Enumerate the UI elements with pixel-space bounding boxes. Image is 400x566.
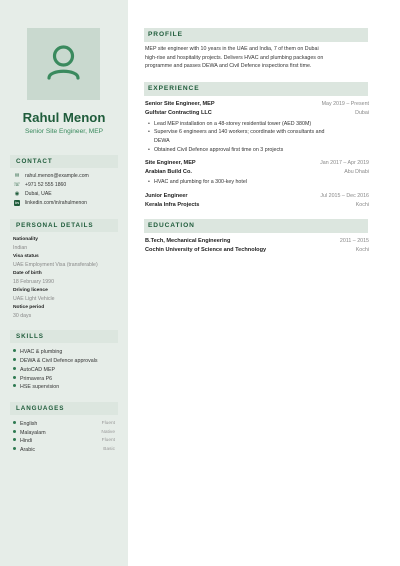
job-bullet: • Lead MEP installation on a 48-storey residential tower (AED 380M)	[148, 121, 312, 127]
language-item: English Fluent	[13, 421, 115, 427]
language-level: Basic	[103, 447, 115, 452]
contact-phone[interactable]	[13, 182, 66, 189]
job-company: Arabian Build Co.	[145, 169, 192, 175]
language-level: Fluent	[101, 421, 115, 426]
job-title: Site Engineer, MEP	[145, 160, 196, 166]
mail-icon: ✉	[14, 173, 20, 179]
personal-details-heading: PERSONAL DETAILS	[10, 219, 118, 232]
notice-period-value: 30 days	[13, 313, 32, 319]
skill-item: AutoCAD MEP	[13, 367, 55, 373]
candidate-name: Rahul Menon	[22, 110, 106, 125]
skill-item: HSE supervision	[13, 384, 59, 390]
contact-heading: CONTACT	[10, 155, 118, 168]
education-heading: EDUCATION	[144, 219, 368, 233]
person-icon	[27, 28, 100, 100]
contact-linkedin[interactable]	[13, 200, 87, 207]
contact-location-text: Dubai, UAE	[25, 191, 52, 197]
job-dates: Jan 2017 – Apr 2019	[320, 160, 369, 166]
contact-linkedin-text: linkedin.com/in/rahulmenon	[25, 200, 88, 206]
job-title: Junior Engineer	[145, 193, 188, 199]
job-dates: May 2019 – Present	[321, 101, 369, 107]
sidebar	[0, 0, 128, 566]
job-location: Kochi	[355, 202, 369, 208]
linkedin-icon: in	[15, 200, 19, 205]
job-dates: Jul 2015 – Dec 2016	[320, 193, 369, 199]
profile-heading: PROFILE	[144, 28, 368, 42]
contact-email-text: rahul.menon@example.com	[25, 173, 89, 179]
education-school: Cochin University of Science and Technology	[145, 247, 267, 253]
contact-location	[13, 191, 52, 198]
skills-heading: SKILLS	[10, 330, 118, 343]
job-location: Dubai	[355, 110, 369, 116]
avatar	[27, 28, 100, 100]
experience-heading: EXPERIENCE	[144, 82, 368, 96]
driving-licence-label: Driving licence	[13, 288, 48, 293]
notice-period-label: Notice period	[13, 305, 45, 310]
language-level: Fluent	[101, 438, 115, 443]
education-dates: 2011 – 2015	[339, 238, 369, 244]
contact-email[interactable]	[13, 173, 89, 180]
main-content	[128, 0, 400, 566]
language-item: Hindi Fluent	[13, 438, 115, 444]
language-item: Malayalam Native	[13, 430, 115, 436]
job-location: Abu Dhabi	[344, 169, 369, 175]
visa-status-value: UAE Employment Visa (transferable)	[13, 262, 98, 268]
driving-licence-value: UAE Light Vehicle	[13, 296, 55, 302]
job-company: Kerala Infra Projects	[145, 202, 200, 208]
skill-item: Primavera P6	[13, 376, 52, 382]
education-degree: B.Tech, Mechanical Engineering	[145, 238, 231, 244]
job-bullet: • Obtained Civil Defence approval first time on 3 projects	[148, 147, 284, 153]
skill-item: HVAC & plumbing	[13, 349, 62, 355]
location-icon: ◉	[14, 191, 20, 197]
contact-phone-text: +971 52 555 1860	[25, 182, 67, 188]
visa-status-label: Visa status	[13, 254, 39, 259]
language-level: Native	[101, 430, 115, 435]
job-company: Gulfstar Contracting LLC	[145, 110, 212, 116]
phone-icon: ☏	[13, 182, 21, 188]
skill-item: DEWA & Civil Defence approvals	[13, 358, 98, 364]
nationality-label: Nationality	[13, 237, 39, 242]
languages-heading: LANGUAGES	[10, 402, 118, 415]
dob-value: 18 February 1990	[13, 279, 54, 285]
job-bullet: • HVAC and plumbing for a 300-key hotel	[148, 179, 247, 185]
profile-summary: MEP site engineer with 10 years in the UAE and India, 7 of them on Dubai high-rise and hospitality projects. Delivers HVAC and plumbing packages on programme and passes DEWA and Civil Defence inspections first time.	[145, 46, 324, 69]
job-title: Senior Site Engineer, MEP	[145, 101, 215, 107]
candidate-title: Senior Site Engineer, MEP	[24, 128, 104, 135]
nationality-value: Indian	[13, 245, 28, 251]
language-item: Arabic Basic	[13, 447, 115, 453]
education-location: Kochi	[355, 247, 369, 253]
dob-label: Date of birth	[13, 271, 42, 276]
job-bullet: • Supervise 6 engineers and 140 workers; coordinate with consultants and DEWA	[148, 129, 325, 144]
